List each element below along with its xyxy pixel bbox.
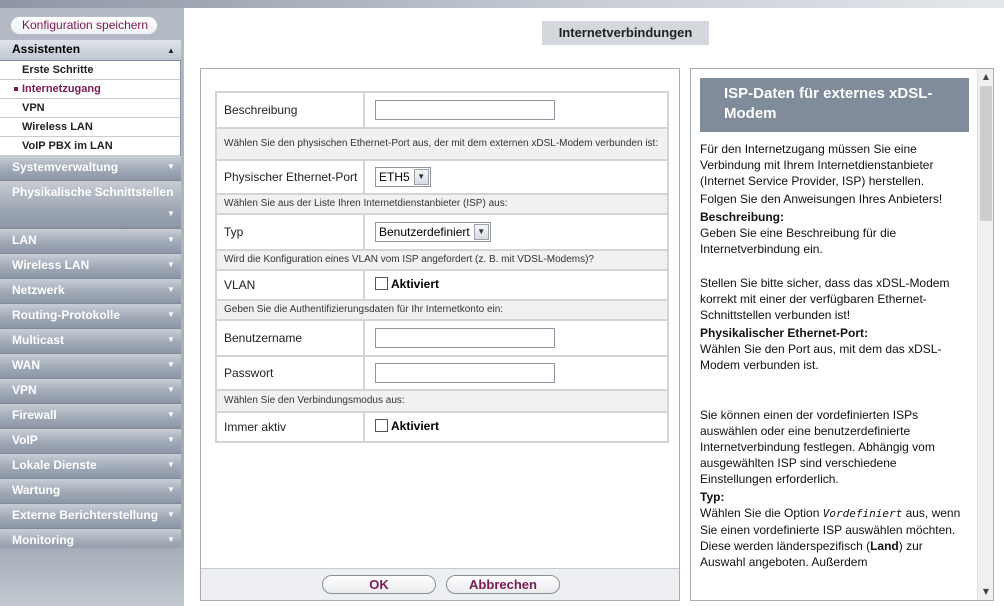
- chevron-up-icon: ▲: [167, 46, 175, 55]
- menu-category-label: Wireless LAN: [12, 258, 90, 272]
- chevron-down-icon: ▼: [414, 169, 429, 185]
- port-select[interactable]: [375, 167, 431, 187]
- table-row: [216, 270, 668, 300]
- menu-category-lan[interactable]: [0, 229, 181, 254]
- ok-button[interactable]: OK: [322, 575, 436, 594]
- help-heading: Typ:: [700, 490, 725, 504]
- submenu-item-voip-pbx[interactable]: [0, 137, 180, 156]
- sidebar-footer: [0, 548, 184, 606]
- menu-category-label: Multicast: [12, 333, 65, 347]
- menu-category-label: LAN: [12, 233, 37, 247]
- menu-category-label: Lokale Dienste: [12, 458, 97, 472]
- menu-category-label: Externe Berichterstellung: [12, 508, 159, 522]
- menu-category-label: Physikalische Schnittstellen: [12, 185, 174, 199]
- help-panel: [690, 68, 994, 601]
- menu-category-label: Monitoring: [12, 533, 74, 547]
- table-row: [216, 92, 668, 128]
- table-row: [216, 390, 668, 412]
- help-title: ISP-Daten für externes xDSL-Modem: [700, 78, 969, 132]
- help-paragraph: Geben Sie eine Beschreibung für die Internetverbindung ein.: [700, 226, 897, 256]
- menu-category-firewall[interactable]: [0, 404, 181, 429]
- help-heading: Physikalischer Ethernet-Port:: [700, 326, 869, 340]
- table-row: [216, 160, 668, 194]
- chevron-down-icon: ▼: [474, 224, 489, 240]
- table-row: [216, 194, 668, 214]
- help-paragraph: Stellen Sie bitte sicher, dass das xDSL-Modem korrekt mit einer der verfügbaren Ethernet-Schnittstellen verbunden ist!: [700, 276, 950, 322]
- help-content: [691, 69, 977, 600]
- menu-category-externe-berichterstellung[interactable]: [0, 504, 181, 529]
- menu-category-lokale-dienste[interactable]: [0, 454, 181, 479]
- menu-category-assistenten[interactable]: [0, 40, 181, 61]
- checkbox-icon[interactable]: [375, 277, 388, 290]
- help-heading: Beschreibung:: [700, 210, 785, 224]
- vlan-checkbox[interactable]: [375, 277, 439, 291]
- table-row: [216, 250, 668, 270]
- scroll-down-icon[interactable]: ▼: [982, 587, 990, 596]
- chevron-down-icon: ▼: [167, 535, 175, 544]
- help-heading-text: Typ: [700, 490, 721, 504]
- menu-category-routing-protokolle[interactable]: [0, 304, 181, 329]
- table-row: [216, 128, 668, 160]
- chevron-down-icon: ▼: [167, 410, 175, 419]
- chevron-down-icon: ▼: [167, 360, 175, 369]
- isp-note: Wählen Sie aus der Liste Ihren Internetdienstanbieter (ISP) aus:: [216, 194, 668, 214]
- menu-category-label: Wartung: [12, 483, 61, 497]
- menu-category-vpn[interactable]: [0, 379, 181, 404]
- benutzername-label: Benutzername: [216, 320, 364, 356]
- table-row: [216, 300, 668, 320]
- menu-category-label: Routing-Protokolle: [12, 308, 120, 322]
- chevron-down-icon: ▼: [167, 335, 175, 344]
- port-select-value: ETH5: [379, 170, 410, 184]
- menu-category-wireless-lan[interactable]: [0, 254, 181, 279]
- auth-note: Geben Sie die Authentifizierungsdaten für Ihr Internetkonto ein:: [216, 300, 668, 320]
- help-paragraph: Folgen Sie den Anweisungen Ihres Anbieters!: [700, 192, 943, 206]
- save-configuration-button[interactable]: Konfiguration speichern: [10, 16, 158, 35]
- beschreibung-input[interactable]: [375, 100, 555, 120]
- chevron-down-icon: ▼: [167, 510, 175, 519]
- submenu-item-internetzugang[interactable]: [0, 80, 180, 99]
- chevron-down-icon: ▼: [167, 235, 175, 244]
- code-text: Vordefiniert: [822, 507, 903, 520]
- menu-category-physikalische-schnittstellen[interactable]: [0, 181, 181, 229]
- top-strip: [0, 0, 1004, 8]
- menu-category-label: WAN: [12, 358, 40, 372]
- submenu-item-label: VPN: [22, 102, 45, 114]
- menu-category-label: Systemverwaltung: [12, 160, 119, 174]
- submenu-item-label: Internetzugang: [22, 83, 101, 95]
- page-title: Internetverbindungen: [542, 21, 709, 45]
- help-heading-text: Beschreibung: [700, 210, 781, 224]
- menu-category-wan[interactable]: [0, 354, 181, 379]
- settings-table: [215, 91, 669, 443]
- menu-category-multicast[interactable]: [0, 329, 181, 354]
- sidebar-menu: [0, 40, 181, 554]
- submenu-item-label: VoIP PBX im LAN: [22, 140, 113, 152]
- menu-category-label: VoIP: [12, 433, 38, 447]
- menu-category-voip[interactable]: [0, 429, 181, 454]
- table-row: [216, 356, 668, 390]
- chevron-down-icon: ▼: [167, 162, 175, 171]
- menu-category-label: Netzwerk: [12, 283, 65, 297]
- port-label: Physischer Ethernet-Port: [216, 160, 364, 194]
- table-row: [216, 320, 668, 356]
- menu-category-netzwerk[interactable]: [0, 279, 181, 304]
- help-scrollbar[interactable]: [977, 69, 993, 600]
- chevron-down-icon: ▼: [167, 285, 175, 294]
- chevron-down-icon: ▼: [167, 260, 175, 269]
- chevron-down-icon: ▼: [167, 485, 175, 494]
- beschreibung-label: Beschreibung: [216, 92, 364, 128]
- checkbox-icon[interactable]: [375, 419, 388, 432]
- menu-category-label: Firewall: [12, 408, 57, 422]
- help-paragraph: Für den Internetzugang müssen Sie eine Verbindung mit Ihrem Internetdienstanbieter (Internet Service Provider, ISP) herstellen.: [700, 142, 934, 188]
- passwort-label: Passwort: [216, 356, 364, 390]
- scroll-up-icon[interactable]: ▲: [982, 72, 990, 81]
- sidebar: [0, 8, 184, 606]
- menu-category-wartung[interactable]: [0, 479, 181, 504]
- chevron-down-icon: ▼: [167, 209, 175, 218]
- benutzername-input[interactable]: [375, 328, 555, 348]
- menu-category-label: VPN: [12, 383, 37, 397]
- immer-aktiv-checkbox[interactable]: [375, 419, 439, 433]
- cancel-button[interactable]: Abbrechen: [446, 575, 560, 594]
- menu-category-label: Assistenten: [12, 42, 81, 56]
- help-paragraph: Wählen Sie die Option Vordefiniert aus, wenn Sie einen vordefinierte ISP auswählen möchten. Diese werden länderspezifisch (Land) zur Auswahl angeboten. Außerdem: [700, 506, 961, 569]
- assistant-submenu: [0, 61, 181, 156]
- submenu-item-label: Erste Schritte: [22, 64, 94, 76]
- help-heading-text: Physikalischer Ethernet-Port: [700, 326, 865, 340]
- chevron-down-icon: ▼: [167, 310, 175, 319]
- table-row: [216, 214, 668, 250]
- menu-category-systemverwaltung[interactable]: [0, 156, 181, 181]
- submenu-item-label: Wireless LAN: [22, 121, 93, 133]
- immer-aktiv-checkbox-label: Aktiviert: [391, 418, 440, 433]
- chevron-down-icon: ▼: [167, 460, 175, 469]
- vlan-label: VLAN: [216, 270, 364, 300]
- immer-aktiv-label: Immer aktiv: [216, 412, 364, 442]
- help-paragraph: Sie können einen der vordefinierten ISPs auswählen oder eine benutzerdefinierte Internetverbindung festlegen. Abhängig vom ausgewählten ISP sind verschiedene Einstellungen erforderlich.: [700, 408, 935, 486]
- submenu-item-wireless-lan[interactable]: [0, 118, 180, 137]
- chevron-down-icon: ▼: [167, 435, 175, 444]
- bullet-icon: [14, 87, 18, 91]
- vlan-note: Wird die Konfiguration eines VLAN vom ISP angefordert (z. B. mit VDSL-Modems)?: [216, 250, 668, 270]
- form-panel: [200, 68, 680, 601]
- vlan-checkbox-label: Aktiviert: [391, 276, 440, 291]
- scrollbar-thumb[interactable]: [980, 86, 992, 221]
- submenu-item-erste-schritte[interactable]: [0, 61, 180, 80]
- table-row: [216, 412, 668, 442]
- typ-label: Typ: [216, 214, 364, 250]
- help-paragraph: Wählen Sie den Port aus, mit dem das xDSL-Modem verbunden ist.: [700, 342, 942, 372]
- typ-select-value: Benutzerdefiniert: [379, 225, 470, 239]
- submenu-item-vpn[interactable]: [0, 99, 180, 118]
- chevron-down-icon: ▼: [167, 385, 175, 394]
- passwort-input[interactable]: [375, 363, 555, 383]
- port-note: Wählen Sie den physischen Ethernet-Port aus, der mit dem externen xDSL-Modem verbunden ist:: [216, 128, 668, 160]
- mode-note: Wählen Sie den Verbindungsmodus aus:: [216, 390, 668, 412]
- form-footer: [201, 568, 679, 600]
- typ-select[interactable]: [375, 222, 491, 242]
